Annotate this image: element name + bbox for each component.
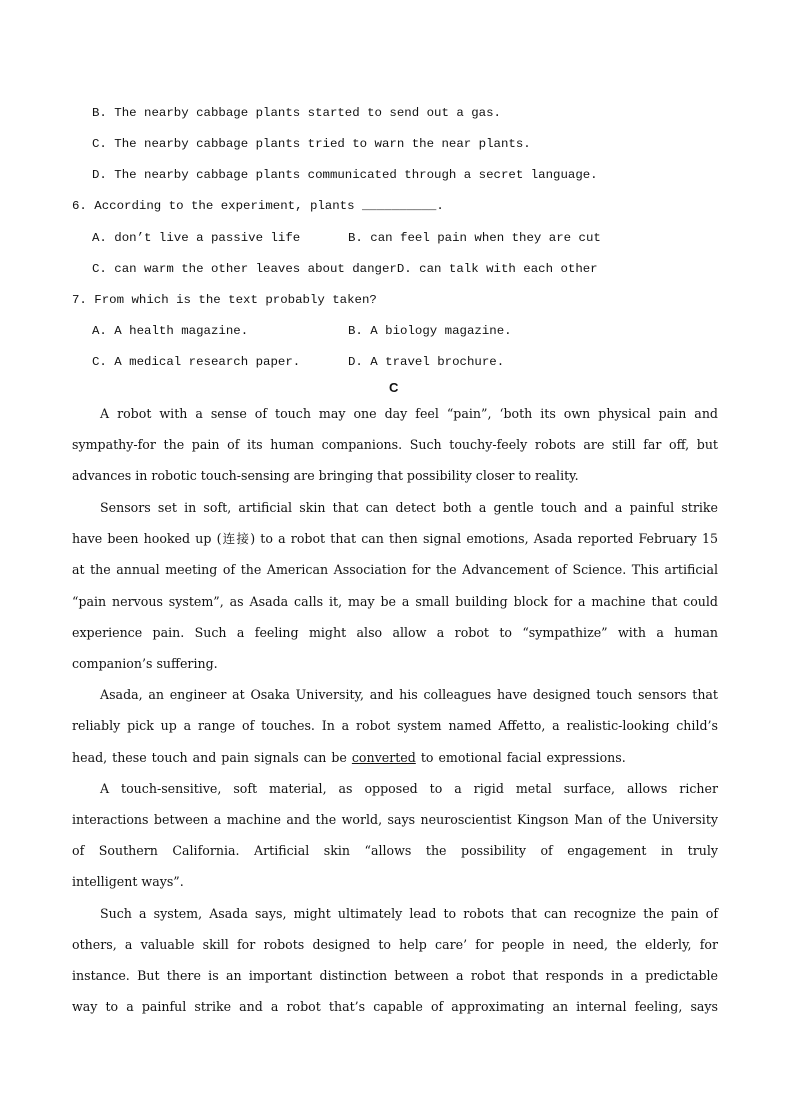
q7-option-b: B. A biology magazine. [348,324,512,338]
passage-line: advances in robotic touch-sensing are bringing that possibility closer to reality. [72,468,579,483]
passage-line: reliably pick up a range of touches. In a robot system named Affetto, a realistic-looking child’s [72,718,718,733]
passage-text: head, these touch and pain signals can be [72,750,347,765]
passage-line: “pain nervous system”, as Asada calls it, may be a small building block for a machine that could [72,594,718,609]
passage-line: companion’s suffering. [72,656,218,671]
passage-line: Such a system, Asada says, might ultimately lead to robots that can recognize the pain of [100,906,718,921]
q7-option-a: A. A health magazine. [92,324,249,338]
passage-line: intelligent ways”. [72,874,184,889]
passage-line: have been hooked up (连接) to a robot that can then signal emotions, Asada reported February 15 [72,531,718,546]
passage-line: at the annual meeting of the American Association for the Advancement of Science. This artificial [72,562,718,577]
section-c-heading: C [389,380,399,395]
passage-text: to emotional facial expressions. [420,750,626,765]
q6-option-c: C. can warm the other leaves about danger [92,262,397,276]
q7-option-d: D. A travel brochure. [348,355,505,369]
q6-option-a: A. don’t live a passive life [92,231,301,245]
passage-line: A robot with a sense of touch may one day feel “pain”, ‘both its own physical pain and [100,406,718,421]
passage-line: experience pain. Such a feeling might also allow a robot to “sympathize” with a human [72,625,718,640]
passage-line: Asada, an engineer at Osaka University, and his colleagues have designed touch sensors that [100,687,718,702]
passage-line: of Southern California. Artificial skin “allows the possibility of engagement in truly [72,843,718,858]
q5-option-c: C. The nearby cabbage plants tried to warn the near plants. [92,137,531,151]
passage-line: interactions between a machine and the world, says neuroscientist Kingson Man of the University [72,812,718,827]
q5-option-b: B. The nearby cabbage plants started to send out a gas. [92,106,501,120]
passage-line: others, a valuable skill for robots designed to help care’ for people in need, the elderly, for [72,937,718,952]
q6-option-d: D. can talk with each other [396,262,598,276]
underlined-word: converted [351,750,416,765]
passage-line: A touch-sensitive, soft material, as opposed to a rigid metal surface, allows richer [100,781,718,796]
passage-line: Sensors set in soft, artificial skin that can detect both a gentle touch and a painful strike [100,500,718,515]
passage-line: sympathy-for the pain of its human companions. Such touchy-feely robots are still far off, but [72,437,718,452]
q6-option-c-d [92,261,598,277]
q7-option-c: C. A medical research paper. [92,355,301,369]
q5-option-d: D. The nearby cabbage plants communicated through a secret language. [92,168,598,182]
passage-line-converted [72,750,626,766]
passage-line: instance. But there is an important distinction between a robot that responds in a predictable [72,968,718,983]
q6-stem: 6. According to the experiment, plants __________. [72,199,444,213]
q6-option-b: B. can feel pain when they are cut [348,231,601,245]
passage-line: way to a painful strike and a robot that’s capable of approximating an internal feeling, says [72,999,718,1014]
q7-stem: 7. From which is the text probably taken? [72,293,377,307]
